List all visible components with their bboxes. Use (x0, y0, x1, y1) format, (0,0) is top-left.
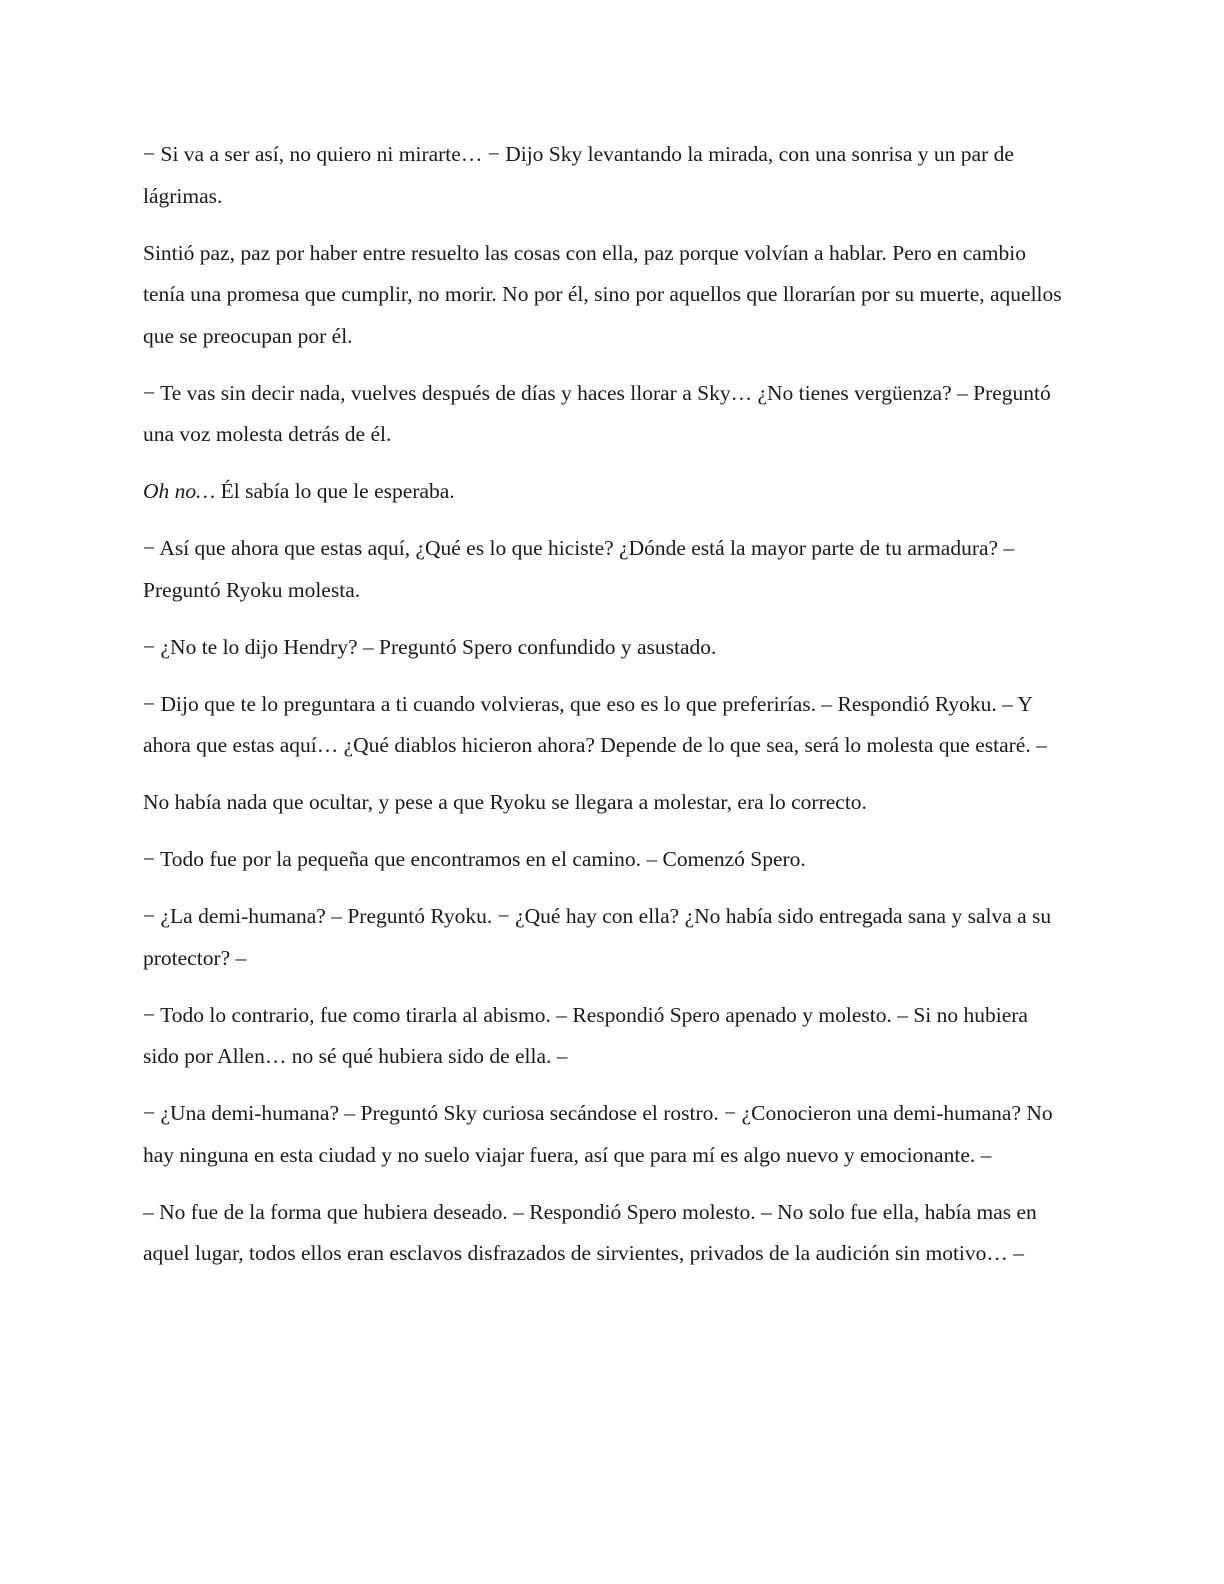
paragraph-11: − Todo lo contrario, fue como tirarla al abismo. – Respondió Spero apenado y molesto. – Si no hubiera sido por Allen… no sé qué hubiera sido de ella. – (143, 1002, 1028, 1068)
paragraph-10: − ¿La demi-humana? – Preguntó Ryoku. − ¿Qué hay con ella? ¿No había sido entregada sana y salva a su protector? – (143, 904, 1052, 970)
paragraph-2: Sintió paz, paz por haber entre resuelto las cosas con ella, paz porque volvían a hablar. Pero en cambio tenía una promesa que cumplir, no morir. No por él, sino por aquellos que llorarían por su muerte, aquellos que se preocupan por él. (143, 240, 1062, 348)
paragraph-12: − ¿Una demi-humana? – Preguntó Sky curiosa secándose el rostro. − ¿Conocieron una demi-humana? No hay ninguna en esta ciudad y no suelo viajar fuera, así que para mí es algo nuevo y emocionante. – (143, 1101, 1053, 1167)
paragraph-6: − ¿No te lo dijo Hendry? – Preguntó Spero confundido y asustado. (143, 634, 717, 659)
paragraph-3: − Te vas sin decir nada, vuelves después de días y haces llorar a Sky… ¿No tienes vergüenza? – Preguntó una voz molesta detrás de él. (143, 380, 1051, 446)
paragraph-4-text: Él sabía lo que le esperaba. (215, 479, 455, 503)
paragraph-5: − Así que ahora que estas aquí, ¿Qué es lo que hiciste? ¿Dónde está la mayor parte de tu armadura? – Preguntó Ryoku molesta. (143, 536, 1015, 602)
paragraph-4 (143, 471, 1068, 513)
paragraph-8: No había nada que ocultar, y pese a que Ryoku se llegara a molestar, era lo correcto. (143, 790, 867, 814)
document-page (143, 134, 1068, 1290)
paragraph-1: − Si va a ser así, no quiero ni mirarte… − Dijo Sky levantando la mirada, con una sonrisa y un par de lágrimas. (143, 142, 1014, 208)
paragraph-7: − Dijo que te lo preguntara a ti cuando volvieras, que eso es lo que preferirías. – Respondió Ryoku. – Y ahora que estas aquí… ¿Qué diablos hicieron ahora? Depende de lo que sea, será lo molesta que estaré. – (143, 691, 1047, 757)
paragraph-13: – No fue de la forma que hubiera deseado. – Respondió Spero molesto. – No solo fue ella, había mas en aquel lugar, todos ellos eran esclavos disfrazados de sirvientes, privados de la audición sin motivo… – (143, 1199, 1037, 1265)
paragraph-4-italic: Oh no… (143, 479, 216, 503)
paragraph-9: − Todo fue por la pequeña que encontramos en el camino. – Comenzó Spero. (143, 847, 806, 871)
